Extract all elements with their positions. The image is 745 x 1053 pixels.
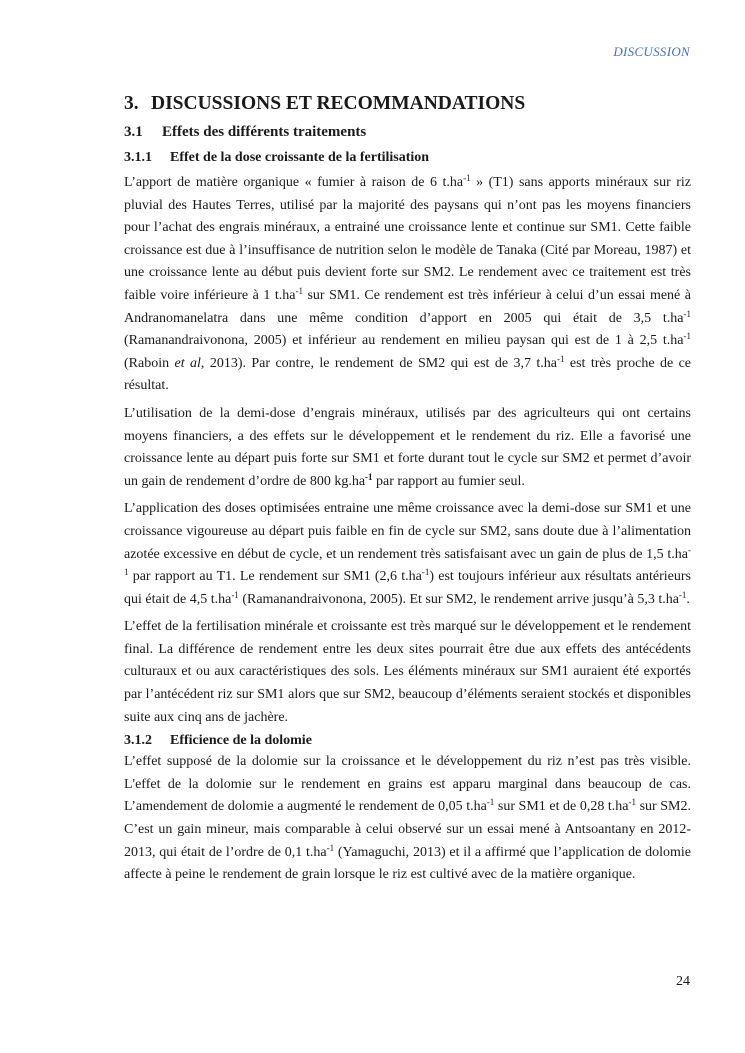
section-title: Effets des différents traitements [162,124,367,140]
section-number: 3.1 [124,124,143,140]
subsection-number: 3.1.1 [124,150,152,165]
paragraph-fertilisation-minerale: L’effet de la fertilisation minérale et croissante est très marqué sur le développement et le rendement final. La différence de rendement entre les deux sites pourrait être due aux effets des antécédents culturaux et ou aux caractéristiques des sols. Les éléments minéraux sur SM1 auraient été exportés par l’antécédent riz sur SM1 alors que sur SM2, beaucoup d’éléments seraient stockés et disponibles suite aux cinq ans de jachère. [124,619,691,725]
chapter-number: 3. [124,93,139,114]
subsection-heading-fertilisation [124,148,691,168]
chapter-heading [124,92,691,116]
page-body [124,92,691,892]
chapter-title: DISCUSSIONS ET RECOMMANDATIONS [151,93,526,114]
section-heading [124,122,691,142]
page-number: 24 [676,974,690,989]
paragraph-demi-dose: L’utilisation de la demi-dose d’engrais minéraux, utilisés par des agriculteurs qui ont certains moyens financiers, a des effets sur le développement et le rendement du riz. Elle a favorisé une croissance lente au départ puis forte sur SM1 et forte durant tout le cycle sur SM2 et permet d’avoir un gain de rendement d’ordre de 800 $kg.ha^{-1}$ par rapport au fumier seul. [124,405,691,489]
paragraph-dolomie: L’effet supposé de la dolomie sur la croissance et le développement du riz n’est pas très visible. L'effet de la dolomie sur le rendement en grains est apparu marginal dans beaucoup de cas. L’amendement de dolomie a augmenté le rendement de 0,05 $t.ha^{-1}$ sur SM1 et de 0,28 $t.ha^{-1}$ sur SM2. C’est un gain mineur, mais comparable à celui observé sur un essai mené à Antsoantany en 2012-2013, qui était de l’ordre de 0,1 $t.ha^{-1}$ (Yamaguchi, 2013) et il a affirmé que l’application de dolomie affecte à peine le rendement de grain lorsque le riz est cultivé avec de la matière organique. [124,754,692,883]
subsection-heading-dolomie [124,731,691,751]
running-header: DISCUSSION [613,44,690,59]
paragraph-fumier: L’apport de matière organique « fumier à raison de 6 $t.ha^{-1}$ » (T1) sans apports minéraux sur riz pluvial des Hautes Terres, utilisé par la majorité des paysans qui n’ont pas les moyens financiers pour l’achat des engrais minéraux, a entrainé une croissance lente et continue sur SM1. Cette faible croissance est due à l’insuffisance de nutrition selon le modèle de Tanaka (Cité par Moreau, 1987) et une croissance lente au début puis devient forte sur SM2. Le rendement avec ce traitement est très faible voire inférieure à 1 $t.ha^{-1}$ sur SM1. Ce rendement est très inférieur à celui d’un essai mené à Andranomanelatra dans une même condition d’apport en 2005 qui était de 3,5 $t.ha^{-1}$ (Ramanandraivonona, 2005) et inférieur au rendement en milieu paysan qui est de 1 à 2,5 $t.ha^{-1}$ (Raboin et al, 2013). Par contre, le rendement de SM2 qui est de 3,7 $t.ha^{-1}$ est très proche de ce résultat. [124,173,692,394]
paragraph-doses-optimisees: L’application des doses optimisées entraine une même croissance avec la demi-dose sur SM1 et une croissance vigoureuse au départ puis faible en fin de cycle sur SM2, sans doute due à l’alimentation azotée excessive en début de cycle, et un rendement très satisfaisant avec un gain de plus de 1,5 $t.ha^{-1}$ par rapport au T1. Le rendement sur SM1 (2,6 $t.ha^{-1}$) est toujours inférieur aux résultats antérieurs qui était de 4,5 $t.ha^{-1}$ (Ramanandraivonona, 2005). Et sur SM2, le rendement arrive jusqu’à 5,3 $t.ha^{-1}$. [124,501,691,607]
subsection-title: Effet de la dose croissante de la fertilisation [170,150,430,165]
subsection-number: 3.1.2 [124,733,152,749]
subsection-title: Efficience de la dolomie [170,733,312,749]
